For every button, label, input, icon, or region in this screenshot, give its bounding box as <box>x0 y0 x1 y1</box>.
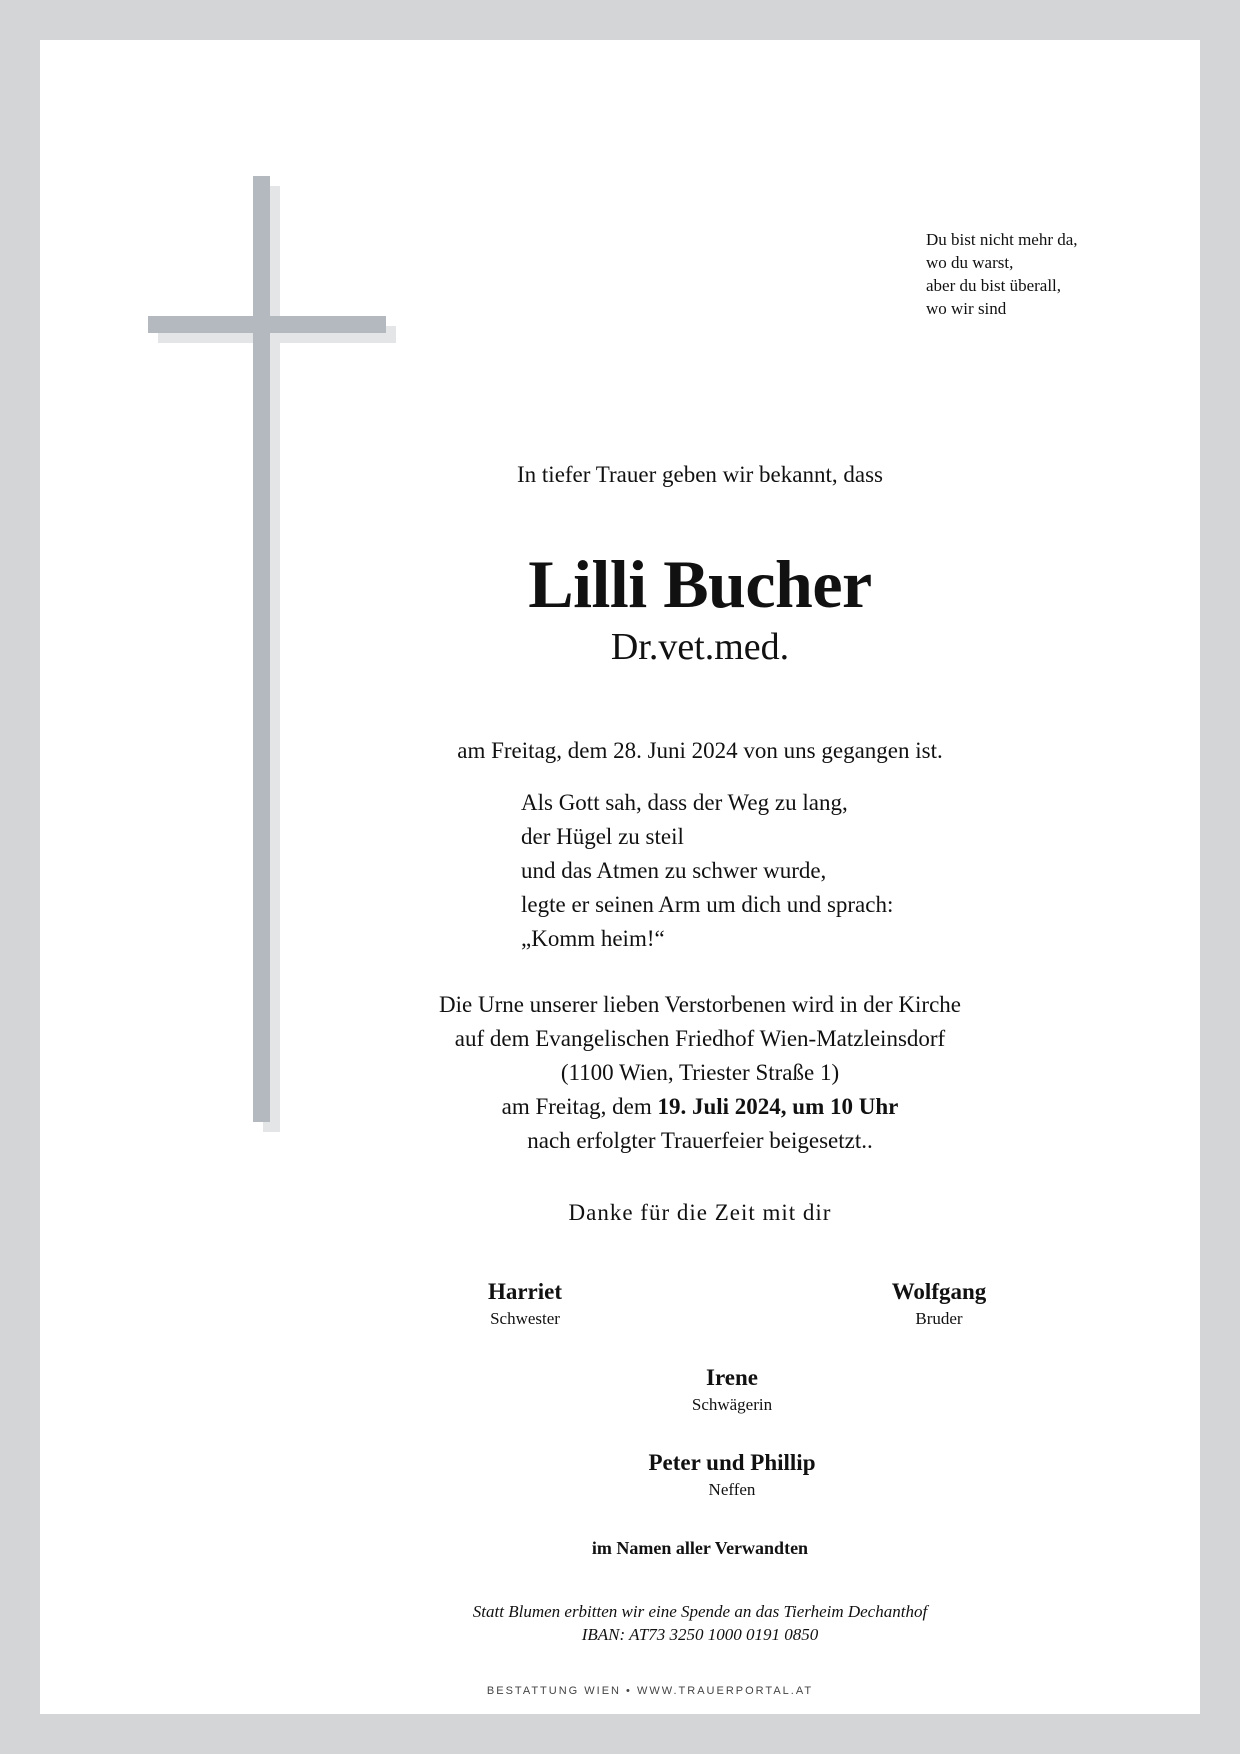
top-poem-line: wo wir sind <box>926 299 1007 318</box>
burial-date-prefix: am Freitag, dem <box>501 1094 658 1119</box>
top-poem <box>926 228 1078 320</box>
burial-line: (1100 Wien, Triester Straße 1) <box>560 1060 840 1085</box>
thanks-text: Danke für die Zeit mit dir <box>568 1200 832 1225</box>
burial-date-line <box>250 1090 1150 1124</box>
mourner <box>582 1363 882 1417</box>
burial-line: auf dem Evangelischen Friedhof Wien-Matzleinsdorf <box>454 1026 946 1051</box>
mourner-name: Harriet <box>487 1279 563 1304</box>
mourner-relation: Schwägerin <box>691 1395 773 1414</box>
deceased-name: Lilli Bucher <box>528 546 872 622</box>
mourner-relation: Neffen <box>708 1480 756 1499</box>
death-date-line: am Freitag, dem 28. Juni 2024 von uns gegangen ist. <box>457 738 943 763</box>
deceased-title: Dr.vet.med. <box>610 626 790 668</box>
top-poem-line: Du bist nicht mehr da, <box>926 230 1078 249</box>
top-poem-line: aber du bist überall, <box>926 276 1062 295</box>
donation-note <box>250 1600 1150 1646</box>
verse-line: legte er seinen Arm um dich und sprach: <box>521 892 894 917</box>
cross-icon-horizontal-beam <box>148 316 386 333</box>
verse-line: Als Gott sah, dass der Weg zu lang, <box>521 790 848 815</box>
verse-line: und das Atmen zu schwer wurde, <box>521 858 827 883</box>
mourner-name: Wolfgang <box>891 1279 987 1304</box>
verse-line: „Komm heim!“ <box>521 926 665 951</box>
mourner-name: Irene <box>706 1365 758 1390</box>
burial-date-bold: 19. Juli 2024, um 10 Uhr <box>657 1094 899 1119</box>
mourner <box>375 1277 675 1331</box>
mourner <box>789 1277 1089 1331</box>
relatives-note: im Namen aller Verwandten <box>591 1538 809 1558</box>
intro-text: In tiefer Trauer geben wir bekannt, dass <box>517 462 883 487</box>
mourner-name: Peter und Phillip <box>648 1450 816 1475</box>
burial-line: Die Urne unserer lieben Verstorbenen wird in der Kirche <box>439 992 961 1017</box>
footer-imprint: BESTATTUNG WIEN • WWW.TRAUERPORTAL.AT <box>486 1685 814 1697</box>
verse <box>521 786 893 956</box>
mourner <box>582 1448 882 1502</box>
verse-line: der Hügel zu steil <box>521 824 684 849</box>
burial-line: nach erfolgter Trauerfeier beigesetzt.. <box>527 1128 873 1153</box>
burial-info <box>250 988 1150 1158</box>
mourner-relation: Schwester <box>490 1309 560 1328</box>
top-poem-line: wo du warst, <box>926 253 1014 272</box>
mourner-relation: Bruder <box>915 1309 963 1328</box>
donation-line: Statt Blumen erbitten wir eine Spende an das Tierheim Dechanthof <box>472 1602 928 1621</box>
iban-line: IBAN: AT73 3250 1000 0191 0850 <box>581 1625 819 1644</box>
